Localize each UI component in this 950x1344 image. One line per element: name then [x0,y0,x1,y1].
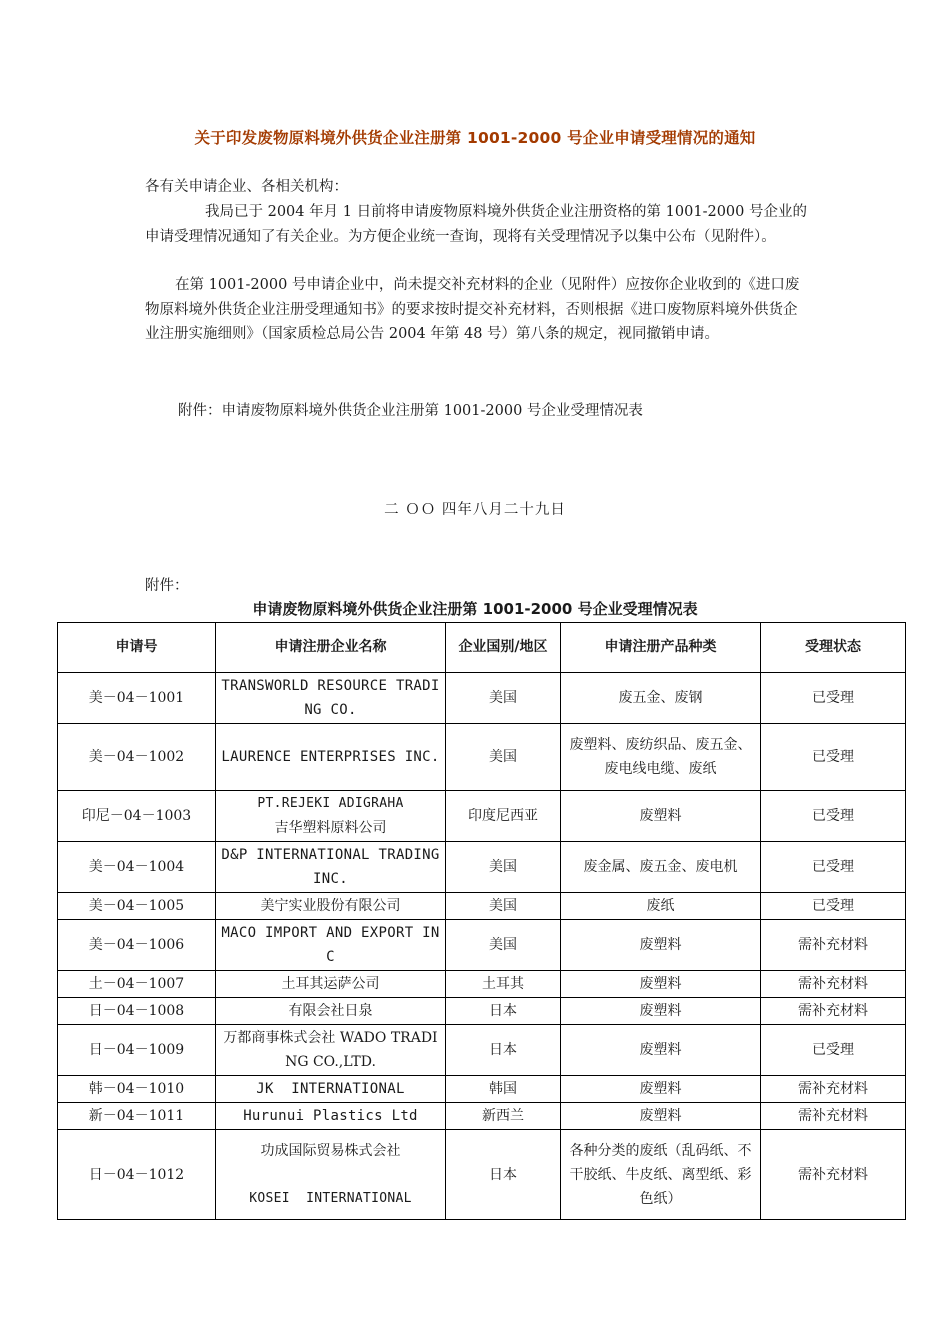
cell-country: 日本 [446,998,561,1025]
paragraph-2: 在第 1001-2000 号申请企业中，尚未提交补充材料的企业（见附件）应按你企业收到的《进口废物原料境外供货企业注册受理通知书》的要求按时提交补充材料，否则根据《进口废物原料境外供货企业注册实施细则》（国家质检总局公告 2004 年第 48 号）第八条的规定，视同撤销申请。 [145,277,800,342]
application-table [57,622,906,1220]
cell-status: 已受理 [761,673,906,724]
cell-id: 日－04－1009 [58,1025,216,1076]
cell-company [216,791,446,842]
cell-status: 已受理 [761,791,906,842]
cell-id: 土－04－1007 [58,971,216,998]
header-country: 企业国别/地区 [446,623,561,673]
cell-company: Hurunui Plastics Ltd [216,1103,446,1130]
cell-product: 废塑料 [561,920,761,971]
cell-id: 日－04－1008 [58,998,216,1025]
cell-status: 需补充材料 [761,1076,906,1103]
cell-id: 美－04－1002 [58,724,216,791]
cell-product: 各种分类的废纸（乱码纸、不干胶纸、牛皮纸、离型纸、彩色纸） [561,1130,761,1220]
cell-company: 有限会社日泉 [216,998,446,1025]
cell-status: 需补充材料 [761,971,906,998]
cell-id: 韩－04－1010 [58,1076,216,1103]
header-company-name: 申请注册企业名称 [216,623,446,673]
table-row [58,971,906,998]
cell-company-en: KOSEI INTERNATIONAL [249,1190,412,1206]
cell-product: 废塑料 [561,791,761,842]
cell-id: 新－04－1011 [58,1103,216,1130]
table-row [58,842,906,893]
table-row [58,998,906,1025]
table-row [58,1103,906,1130]
cell-id: 美－04－1004 [58,842,216,893]
cell-company: 土耳其运萨公司 [216,971,446,998]
table-row [58,893,906,920]
cell-country: 美国 [446,920,561,971]
cell-company: 万都商事株式会社 WADO TRADING CO.,LTD. [216,1025,446,1076]
cell-id: 美－04－1006 [58,920,216,971]
cell-company-en: PT.REJEKI ADIGRAHA [257,796,404,811]
table-header-row [58,623,906,673]
document-title: 关于印发废物原料境外供货企业注册第 1001-2000 号企业申请受理情况的通知 [194,129,756,147]
cell-id: 美－04－1001 [58,673,216,724]
cell-country: 美国 [446,673,561,724]
table-row [58,920,906,971]
cell-product: 废塑料 [561,971,761,998]
cell-company-cn: 吉华塑料原料公司 [274,820,387,836]
cell-product: 废塑料 [561,1076,761,1103]
cell-company: LAURENCE ENTERPRISES INC. [216,724,446,791]
cell-product: 废纸 [561,893,761,920]
table-row [58,1076,906,1103]
cell-status: 已受理 [761,1025,906,1076]
salutation: 各有关申请企业、各相关机构： [145,179,348,195]
cell-company-cn: 功成国际贸易株式会社 [260,1142,401,1159]
table-row [58,673,906,724]
cell-country: 新西兰 [446,1103,561,1130]
cell-status: 已受理 [761,724,906,791]
cell-company: TRANSWORLD RESOURCE TRADING CO. [216,673,446,724]
cell-company [216,1130,446,1220]
cell-country: 韩国 [446,1076,561,1103]
table-title: 申请废物原料境外供货企业注册第 1001-2000 号企业受理情况表 [252,600,698,618]
header-product: 申请注册产品种类 [561,623,761,673]
cell-country: 土耳其 [446,971,561,998]
cell-status: 需补充材料 [761,998,906,1025]
cell-country: 美国 [446,842,561,893]
attachment-label: 附件： [145,578,189,594]
cell-product: 废塑料 [561,998,761,1025]
table-row [58,791,906,842]
cell-product: 废五金、废钢 [561,673,761,724]
cell-status: 已受理 [761,893,906,920]
cell-id: 印尼－04－1003 [58,791,216,842]
cell-status: 需补充材料 [761,1130,906,1220]
header-application-no: 申请号 [58,623,216,673]
cell-product: 废塑料 [561,1025,761,1076]
table-row [58,724,906,791]
table-row [58,1025,906,1076]
cell-company: JK INTERNATIONAL [216,1076,446,1103]
paragraph-1: 我局已于 2004 年月 1 日前将申请废物原料境外供货企业注册资格的第 1001-2000 号企业的申请受理情况通知了有关企业。为方便企业统一查询，现将有关受理情况予以集中公布（见附件）。 [145,204,807,245]
cell-company: D&P INTERNATIONAL TRADING INC. [216,842,446,893]
cell-product: 废塑料 [561,1103,761,1130]
cell-product: 废金属、废五金、废电机 [561,842,761,893]
header-status: 受理状态 [761,623,906,673]
cell-id: 日－04－1012 [58,1130,216,1220]
cell-product: 废塑料、废纺织品、废五金、废电线电缆、废纸 [561,724,761,791]
cell-id: 美－04－1005 [58,893,216,920]
cell-company: 美宁实业股份有限公司 [216,893,446,920]
cell-status: 需补充材料 [761,1103,906,1130]
cell-status: 已受理 [761,842,906,893]
cell-country: 美国 [446,724,561,791]
cell-status: 需补充材料 [761,920,906,971]
cell-spacer [220,1163,441,1187]
cell-country: 美国 [446,893,561,920]
attachment-line: 附件：申请废物原料境外供货企业注册第 1001-2000 号企业受理情况表 [178,403,643,419]
cell-company: MACO IMPORT AND EXPORT INC [216,920,446,971]
table-row [58,1130,906,1220]
issue-date: 二 ＯＯ 四年八月二十九日 [384,502,566,518]
cell-country: 印度尼西亚 [446,791,561,842]
cell-country: 日本 [446,1025,561,1076]
cell-country: 日本 [446,1130,561,1220]
